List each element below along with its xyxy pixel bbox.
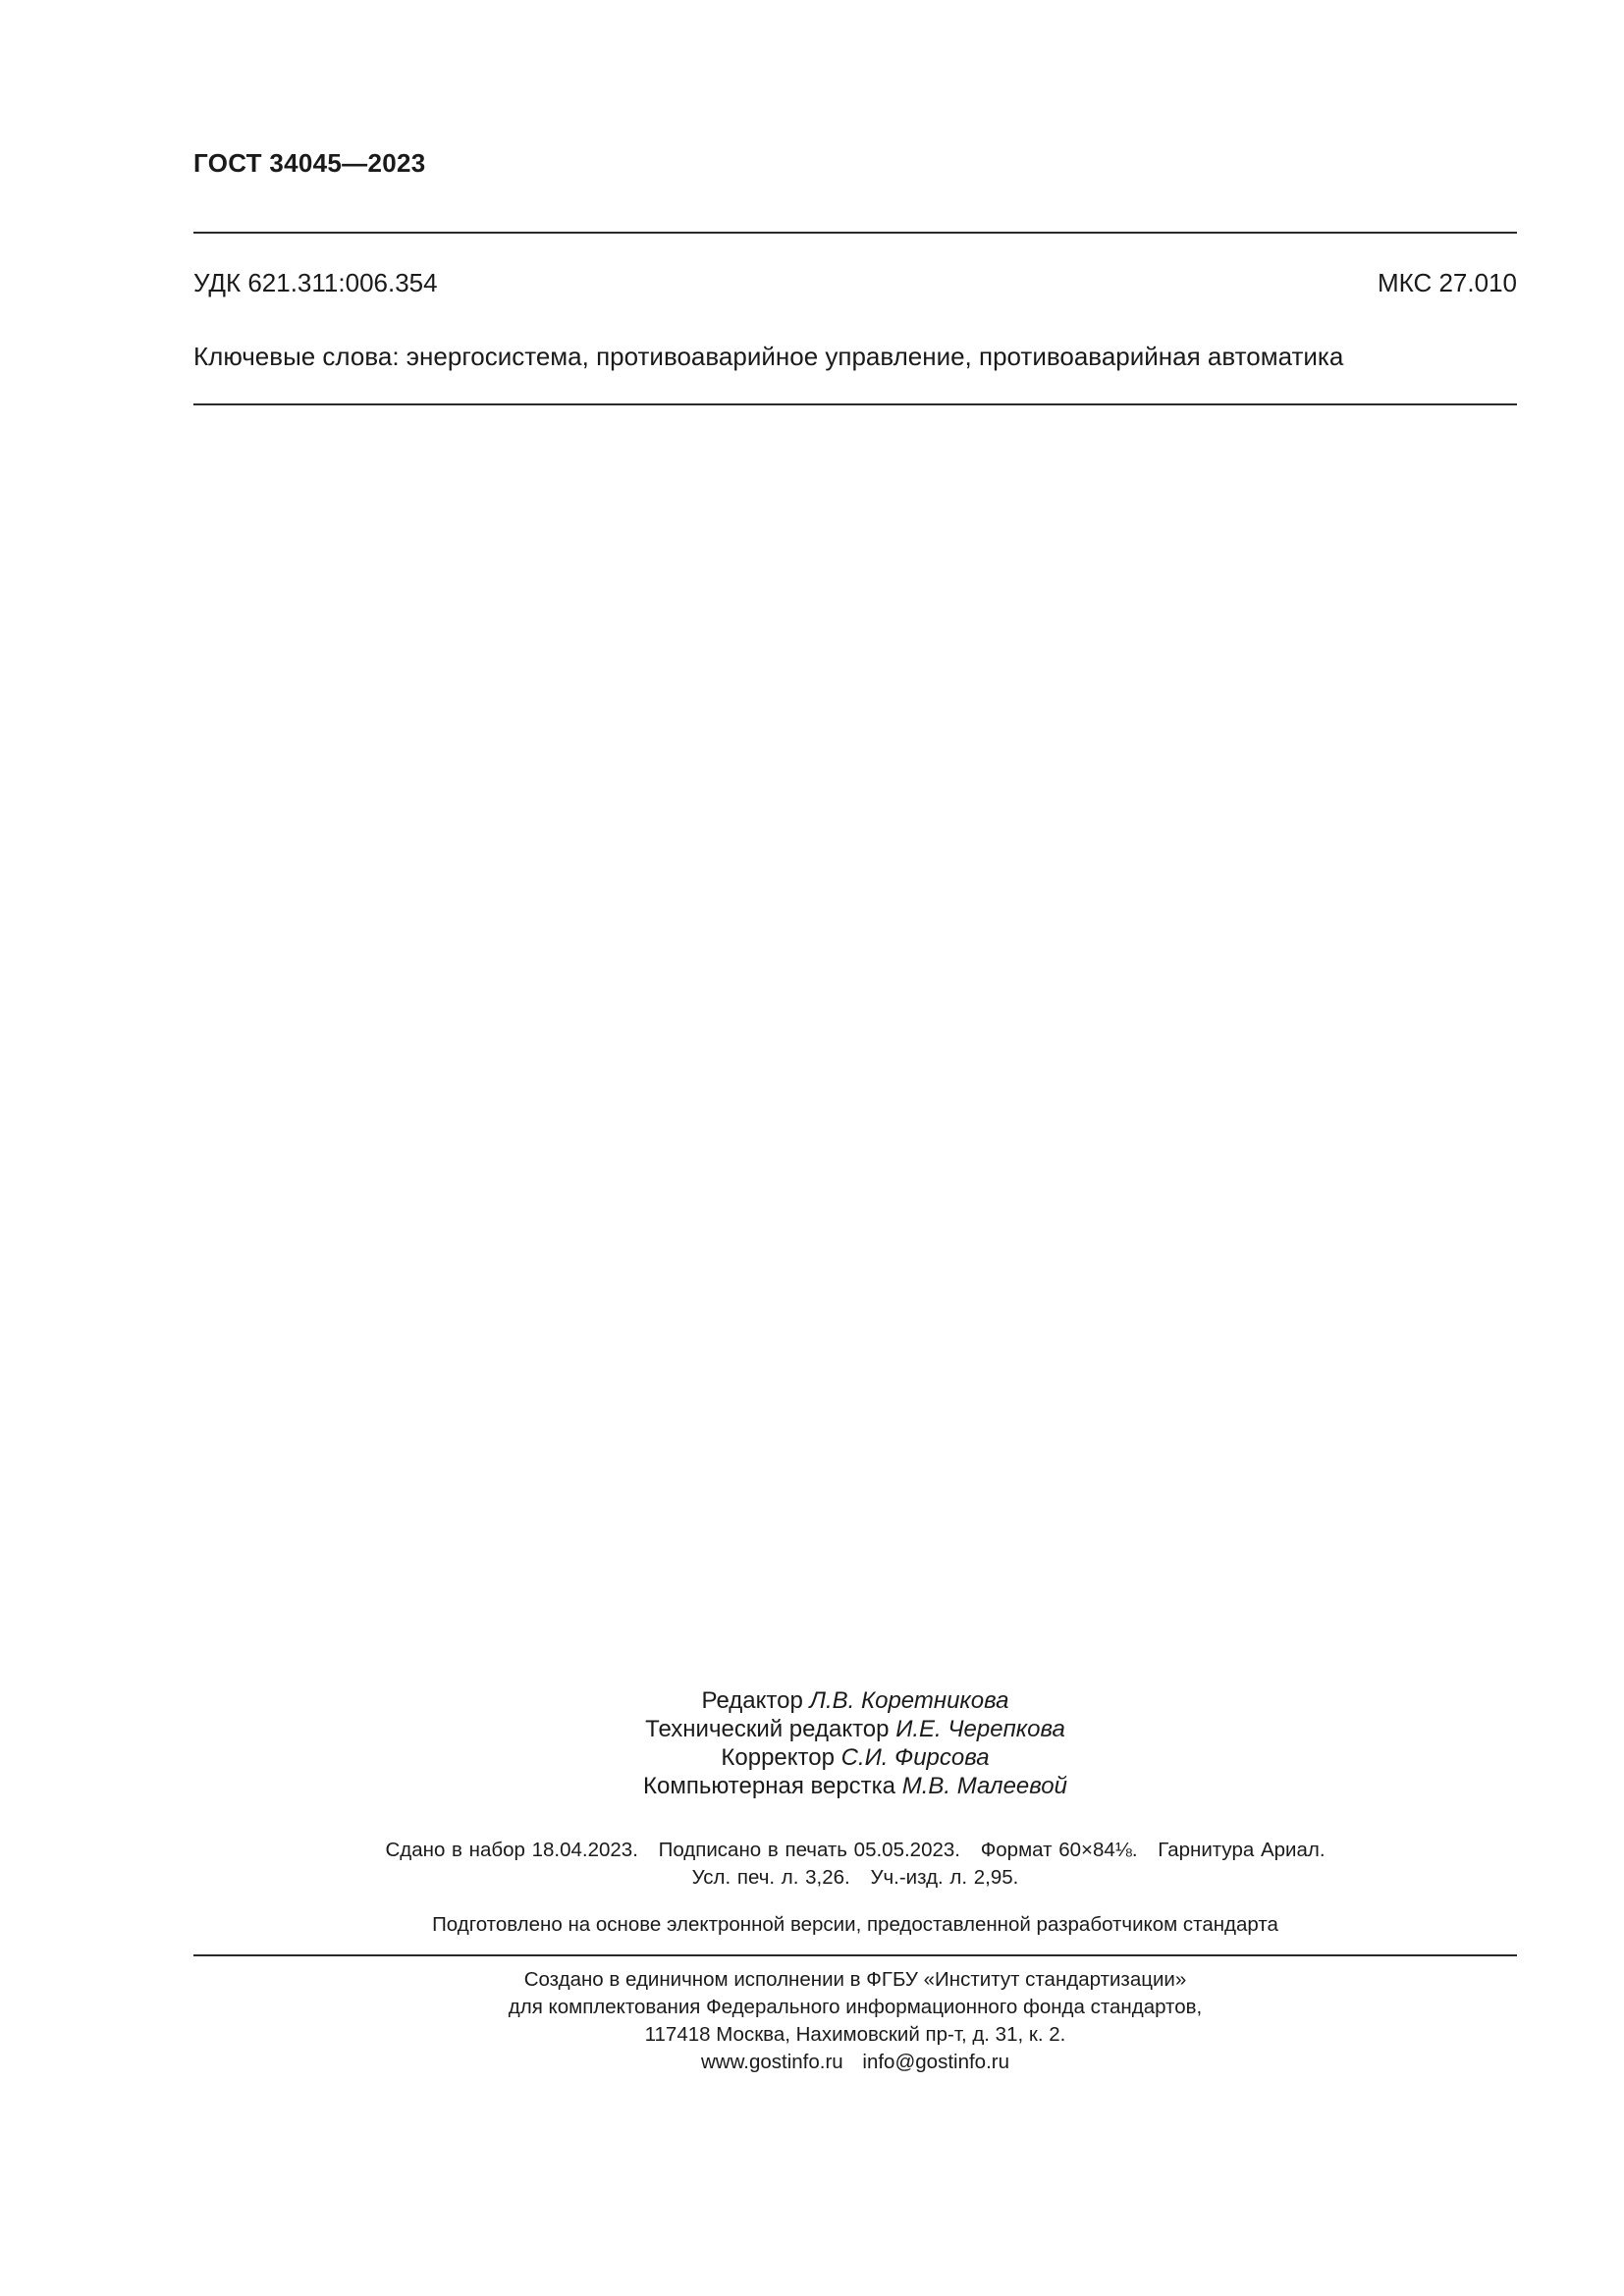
credit-name: С.И. Фирсова (840, 1744, 990, 1771)
signed-date: Подписано в печать 05.05.2023. (658, 1839, 960, 1861)
paper-format: Формат 60×84⅛. (980, 1839, 1138, 1861)
credit-role: Корректор (721, 1744, 835, 1771)
publisher-block (193, 1966, 1517, 2076)
print-info-block (193, 1837, 1517, 1892)
publisher-line-1: Создано в единичном исполнении в ФГБУ «Институт стандартизации» (523, 1968, 1187, 1991)
publisher-address: 117418 Москва, Нахимовский пр-т, д. 31, к. 2. (644, 2023, 1066, 2046)
credit-line-editor (193, 1686, 1517, 1715)
credits-block (193, 1686, 1517, 1800)
credit-name: Л.В. Коретникова (809, 1687, 1009, 1714)
udk-code: УДК 621.311:006.354 (193, 268, 438, 297)
conventional-sheets: Усл. печ. л. 3,26. (691, 1866, 850, 1889)
email-link[interactable]: info@gostinfo.ru (862, 2051, 1009, 2073)
credit-name: М.В. Малеевой (901, 1773, 1067, 1799)
credit-role: Компьютерная верстка (643, 1773, 896, 1799)
credit-role: Редактор (701, 1687, 803, 1714)
credit-role: Технический редактор (645, 1716, 890, 1742)
credit-line-layout (193, 1772, 1517, 1800)
typeface: Гарнитура Ариал. (1158, 1839, 1326, 1861)
submitted-date: Сдано в набор 18.04.2023. (385, 1839, 638, 1861)
publisher-line-2: для комплектования Федерального информационного фонда стандартов, (508, 1996, 1203, 2018)
mks-code: МКС 27.010 (1377, 268, 1517, 297)
header-divider-bottom (193, 403, 1517, 405)
document-code: ГОСТ 34045—2023 (193, 148, 426, 178)
credit-name: И.Е. Черепкова (895, 1716, 1065, 1742)
credit-line-proofreader (193, 1743, 1517, 1772)
publisher-divider (193, 1954, 1517, 1956)
website-link[interactable]: www.gostinfo.ru (701, 2051, 843, 2073)
print-info-line-2 (193, 1864, 1517, 1892)
print-info-line-1 (193, 1837, 1517, 1864)
header-divider-top (193, 232, 1517, 234)
credit-line-tech-editor (193, 1715, 1517, 1743)
keywords-line: Ключевые слова: энергосистема, противоаварийное управление, противоаварийная автоматика (193, 342, 1344, 371)
publishing-sheets: Уч.-изд. л. 2,95. (870, 1866, 1019, 1889)
publisher-contacts (193, 2049, 1517, 2076)
prepared-note: Подготовлено на основе электронной версии, предоставленной разработчиком стандарта (432, 1913, 1278, 1936)
